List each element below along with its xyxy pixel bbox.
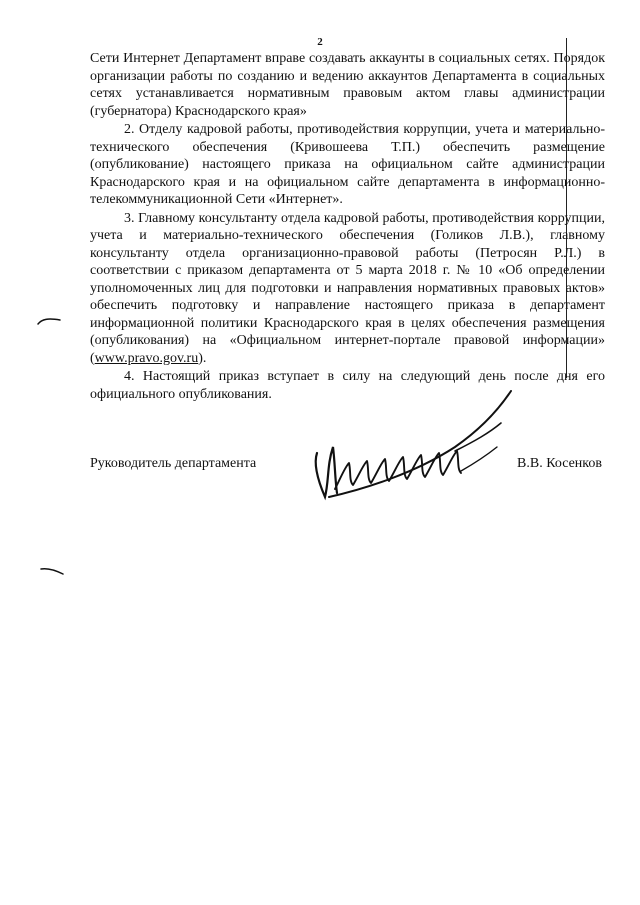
margin-mark — [36, 316, 62, 326]
margin-mark — [39, 566, 65, 576]
paragraph-item-3 — [90, 210, 605, 368]
paragraph-continuation: Сети Интернет Департамент вправе создавать аккаунты в социальных сетях. Порядок организации работы по созданию и ведению аккаунтов Департамента в социальных сетях устанавливается нормативным правовым актом главы администрации (губернатора) Краснодарского края» — [90, 51, 605, 119]
document-body — [90, 50, 605, 403]
signer-name: В.В. Косенков — [517, 456, 602, 471]
paragraph-item-3-end: ). — [198, 350, 207, 366]
paragraph-item-4: 4. Настоящий приказ вступает в силу на следующий день после дня его официального опубликования. — [90, 369, 605, 402]
handwritten-signature — [305, 385, 520, 510]
page-number: 2 — [317, 36, 323, 48]
pravo-gov-link[interactable]: www.pravo.gov.ru — [94, 350, 199, 366]
paragraph-item-3-text: 3. Главному консультанту отдела кадровой работы, противодействия коррупции, учета и материально-технического обеспечения (Голиков Л.В.), главному консультанту отдела организационно-правовой работы (Петросян Р.Л.) в соответствии с приказом департамента от 5 марта 2018 г. № 10 «Об определении уполномоченных лиц для подготовки и направления нормативных правовых актов» обеспечить подготовку и направление настоящего приказа в департамент информационной политики Краснодарского края в целях обеспечения размещения (опубликования) на «Официальном интернет-портале правовой информации» ( — [90, 210, 605, 366]
position-title: Руководитель департамента — [90, 456, 257, 471]
paragraph-item-2: 2. Отделу кадровой работы, противодействия коррупции, учета и материально-технического обеспечения (Кривошеева Т.П.) обеспечить размещение (опубликование) настоящего приказа на официальном сайте администрации Краснодарского края и на официальном сайте департамента в информационно-телекоммуникационной Сети «Интернет». — [90, 122, 605, 207]
